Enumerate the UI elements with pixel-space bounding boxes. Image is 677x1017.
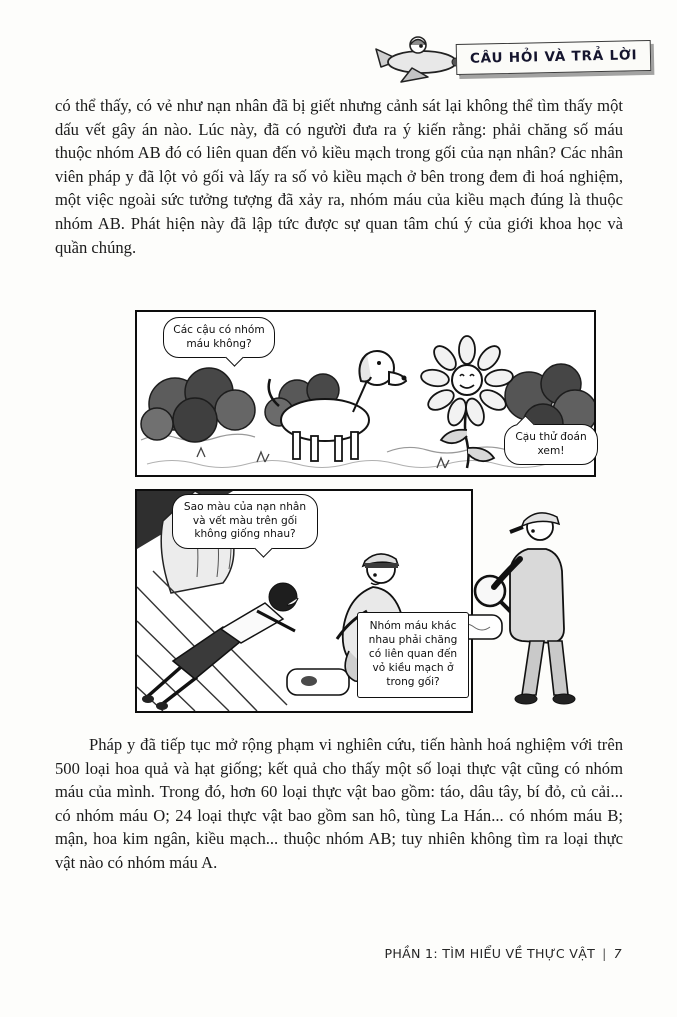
- speech-box-detective: Nhóm máu khác nhau phải chăng có liên quan đến vỏ kiều mạch ở trong gối?: [357, 612, 469, 698]
- speech-bubble-flower: Cậu thử đoán xem!: [504, 424, 598, 465]
- victim-figure: [142, 583, 298, 710]
- stained-pillow: [287, 669, 349, 695]
- header-banner: [360, 24, 638, 90]
- footer-separator: |: [602, 946, 607, 961]
- detective-figure: [448, 497, 598, 709]
- paragraph-1: có thể thấy, có vẻ như nạn nhân đã bị giết nhưng cảnh sát lại không thể tìm thấy một dấu vết gây án nào. Lúc này, đã có người đưa ra ý kiến rằng: phải chăng số máu thuộc nhóm AB đó có liên quan đến vỏ kiều mạch trong gối của nạn nhân? Các nhân viên pháp y đã lột vỏ gối và lấy ra số vỏ kiều mạch ở bên trong đem đi hoá nghiệm, một việc ngoài sức tưởng tượng đã xảy ra, nhóm máu của kiều mạch đúng là thuộc nhóm AB. Phát hiện này đã lập tức được sự quan tâm chú ý của giới khoa học và quần chúng.: [55, 96, 623, 257]
- page-footer: [384, 946, 622, 961]
- banner-title: CÂU HỎI VÀ TRẢ LỜI: [469, 47, 638, 67]
- banner-ribbon: [456, 40, 652, 75]
- bush-left: [141, 368, 255, 442]
- footer-section-title: PHẦN 1: TÌM HIỂU VỀ THỰC VẬT: [384, 946, 596, 961]
- speech-bubble-officer: Sao màu của nạn nhân và vết màu trên gối không giống nhau?: [172, 494, 318, 549]
- page-number: 7: [613, 946, 622, 961]
- speech-bubble-dog: Các cậu có nhóm máu không?: [163, 317, 275, 358]
- paragraph-2: Pháp y đã tiếp tục mở rộng phạm vi nghiên cứu, tiến hành hoá nghiệm với trên 500 loại hoa quả và hạt giống; kết quả cho thấy một số loại thực vật cũng có nhóm máu của mình. Trong đó, hơn 60 loại thực vật bao gồm: táo, dâu tây, bí đỏ, củ cải... có nhóm máu O; 24 loại thực vật bao gồm san hô, tùng La Hán... có nhóm máu B; mận, hoa kim ngân, kiều mạch... thuộc nhóm AB; tuy nhiên không tìm ra loại thực vật nào có nhóm máu A.: [55, 735, 623, 872]
